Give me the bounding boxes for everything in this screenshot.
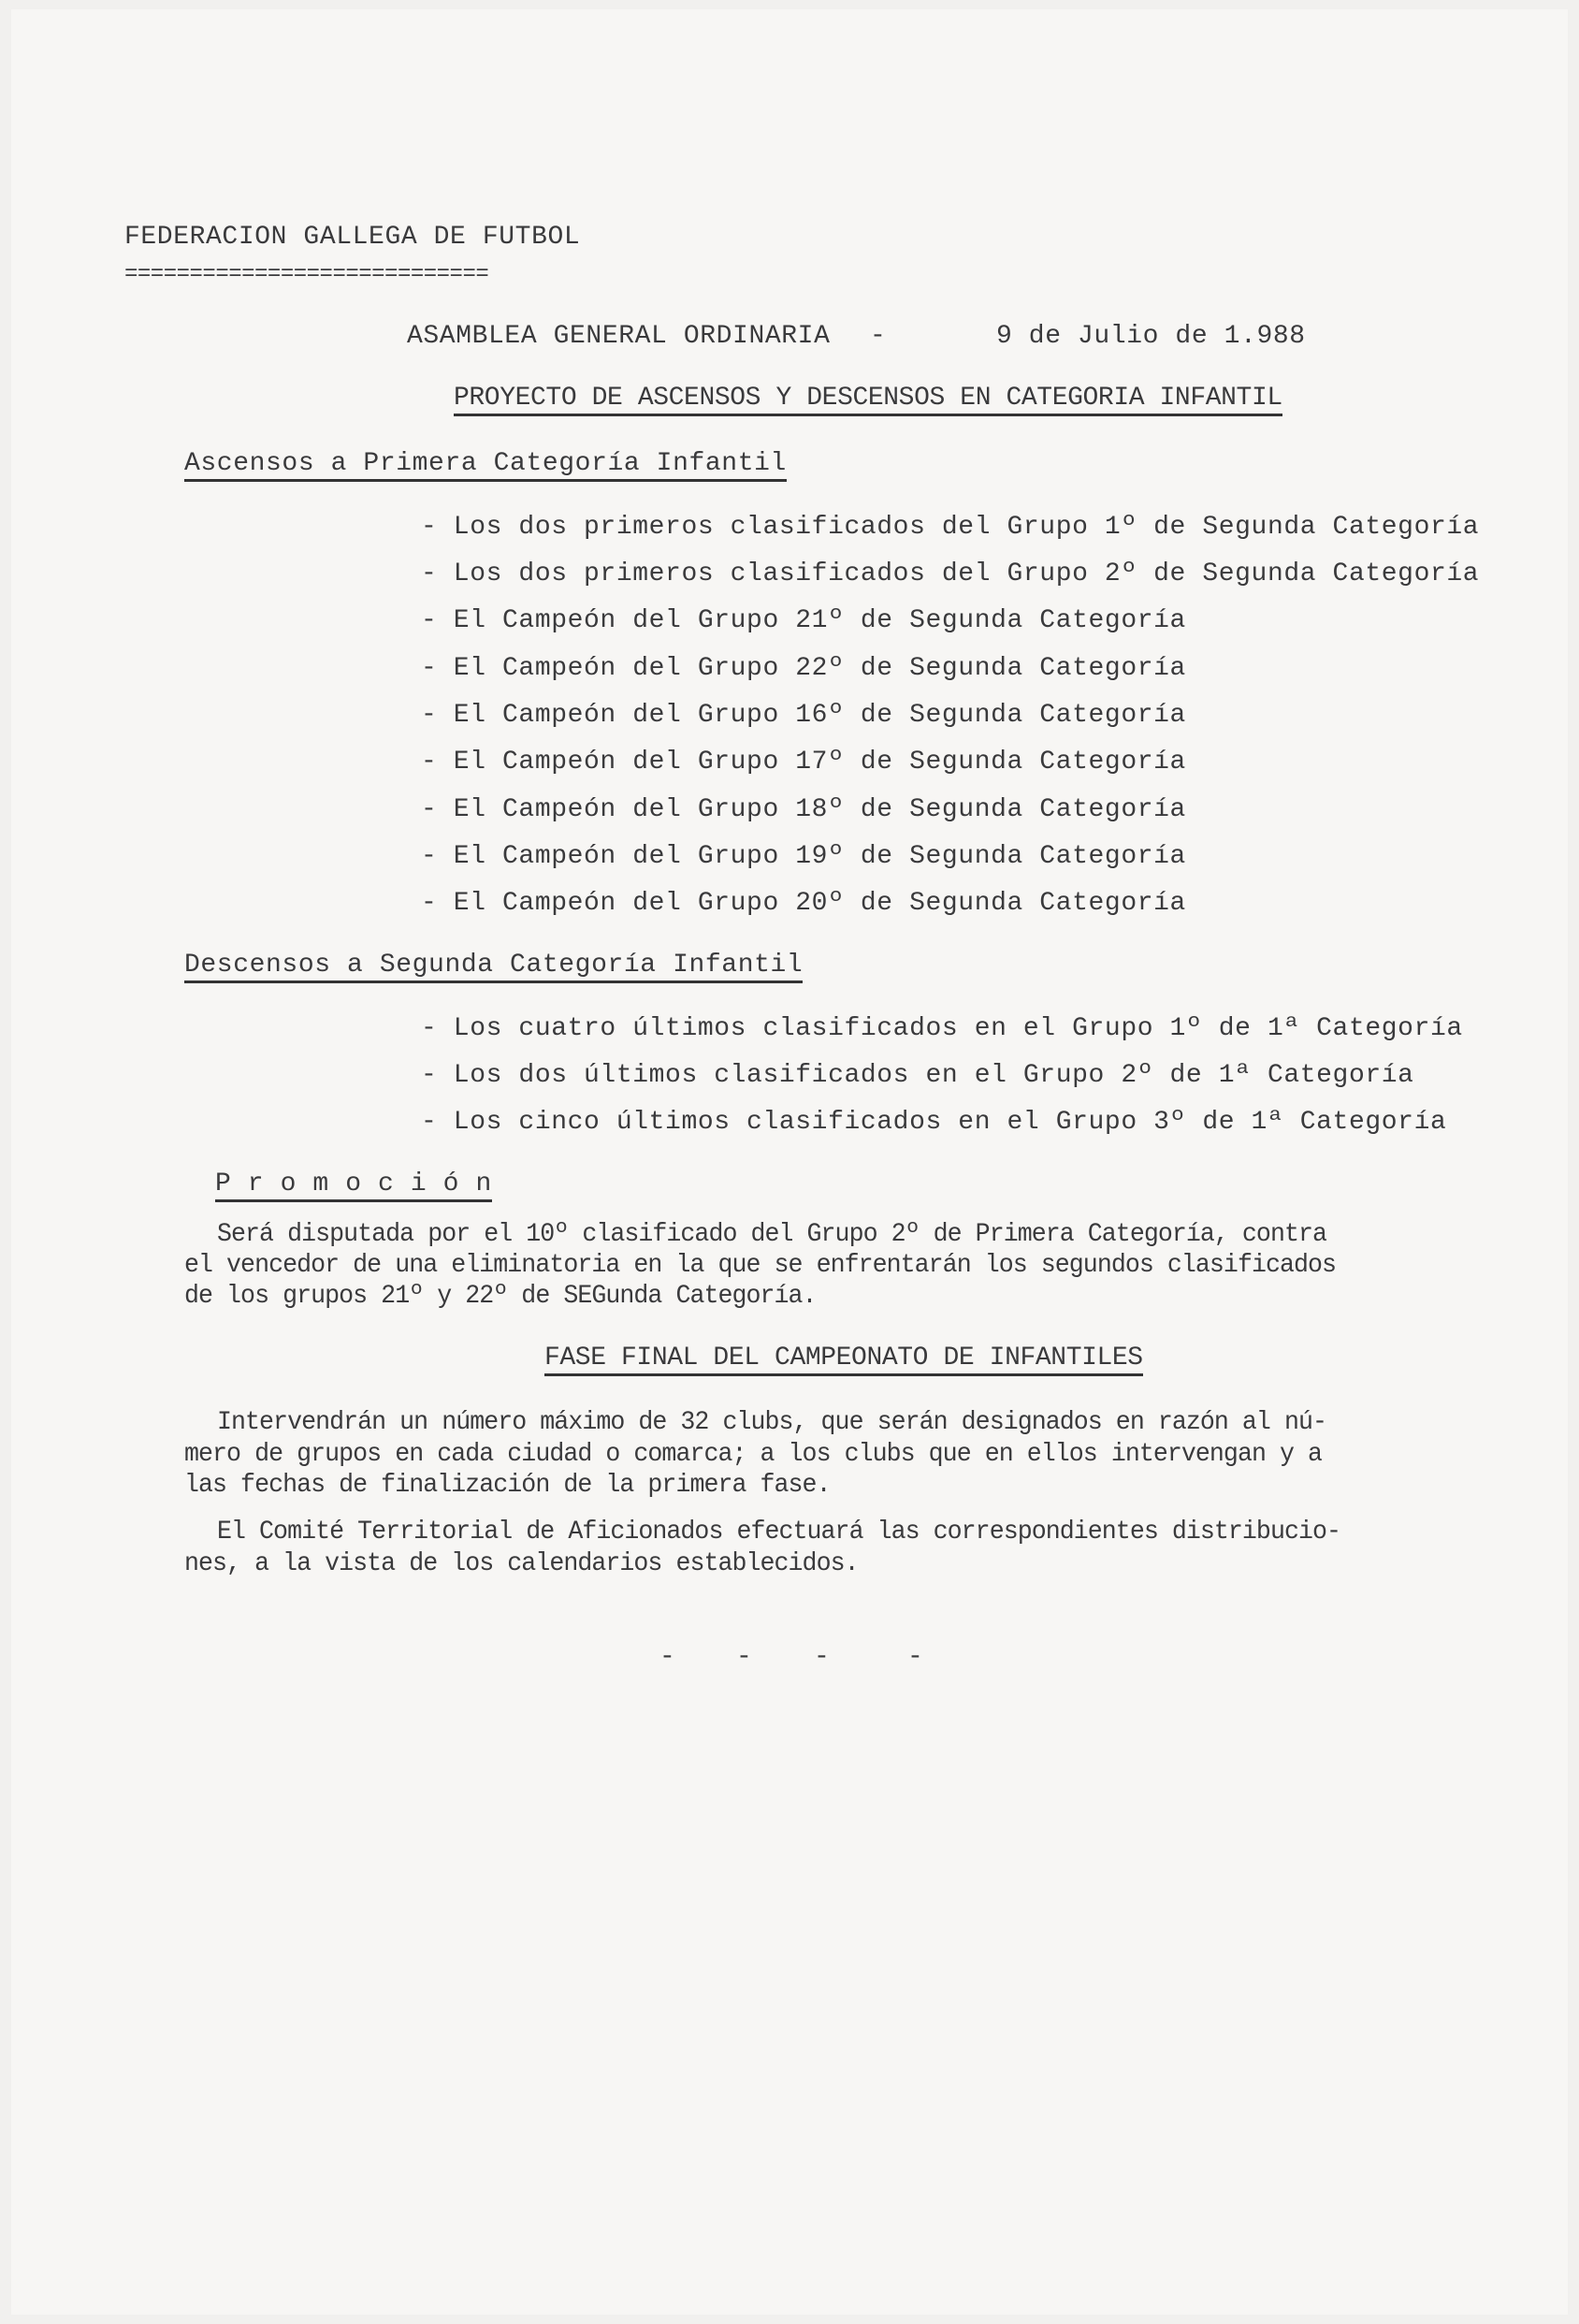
promocion-heading: P r o m o c i ó n [215,1171,492,1202]
assembly-date: 9 de Julio de 1.988 [996,322,1306,351]
list-item: - Los cinco últimos clasificados en el Grupo 3º de 1ª Categoría [421,1108,1447,1137]
list-item: - Los dos primeros clasificados del Grupo 2º de Segunda Categoría [421,559,1480,588]
list-item: - Los dos primeros clasificados del Grupo 1º de Segunda Categoría [421,513,1480,542]
document-title: PROYECTO DE ASCENSOS Y DESCENSOS EN CATEGORIA INFANTIL [454,385,1282,416]
fase-final-line: El Comité Territorial de Aficionados efectuará las correspondientes distribucio- [217,1518,1341,1547]
promocion-line: el vencedor de una eliminatoria en la que se enfrentarán los segundos clasificados [184,1251,1337,1280]
closing-mark: - [659,1643,676,1672]
assembly-dash: - [870,322,887,351]
fase-final-heading: FASE FINAL DEL CAMPEONATO DE INFANTILES [544,1345,1143,1376]
fase-final-line: Intervendrán un número máximo de 32 clubs, que serán designados en razón al nú- [217,1408,1327,1437]
promocion-line: de los grupos 21º y 22º de SEGunda Categoría. [184,1282,817,1311]
list-item: - El Campeón del Grupo 18º de Segunda Categoría [421,795,1186,824]
list-item: - El Campeón del Grupo 21º de Segunda Categoría [421,606,1186,635]
closing-mark: - [736,1643,753,1672]
document-page [11,9,1568,2315]
list-item: - El Campeón del Grupo 20º de Segunda Categoría [421,889,1186,918]
closing-mark: - [814,1643,831,1672]
ascensos-heading: Ascensos a Primera Categoría Infantil [184,451,787,482]
header-separator: ============================ [124,262,489,287]
assembly-title: ASAMBLEA GENERAL ORDINARIA [407,322,831,351]
list-item: - El Campeón del Grupo 19º de Segunda Categoría [421,842,1186,871]
fase-final-line: las fechas de finalización de la primera fase. [184,1471,831,1500]
list-item: - El Campeón del Grupo 22º de Segunda Categoría [421,654,1186,683]
list-item: - Los cuatro últimos clasificados en el Grupo 1º de 1ª Categoría [421,1014,1463,1043]
closing-mark: - [907,1643,924,1672]
promocion-line: Será disputada por el 10º clasificado del Grupo 2º de Primera Categoría, contra [217,1220,1327,1249]
list-item: - El Campeón del Grupo 16º de Segunda Categoría [421,701,1186,730]
list-item: - Los dos últimos clasificados en el Grupo 2º de 1ª Categoría [421,1061,1414,1090]
descensos-heading: Descensos a Segunda Categoría Infantil [184,952,803,983]
list-item: - El Campeón del Grupo 17º de Segunda Categoría [421,748,1186,777]
fase-final-line: mero de grupos en cada ciudad o comarca; a los clubs que en ellos intervengan y a [184,1440,1323,1469]
fase-final-line: nes, a la vista de los calendarios establecidos. [184,1549,859,1578]
organization-name: FEDERACION GALLEGA DE FUTBOL [124,223,581,252]
